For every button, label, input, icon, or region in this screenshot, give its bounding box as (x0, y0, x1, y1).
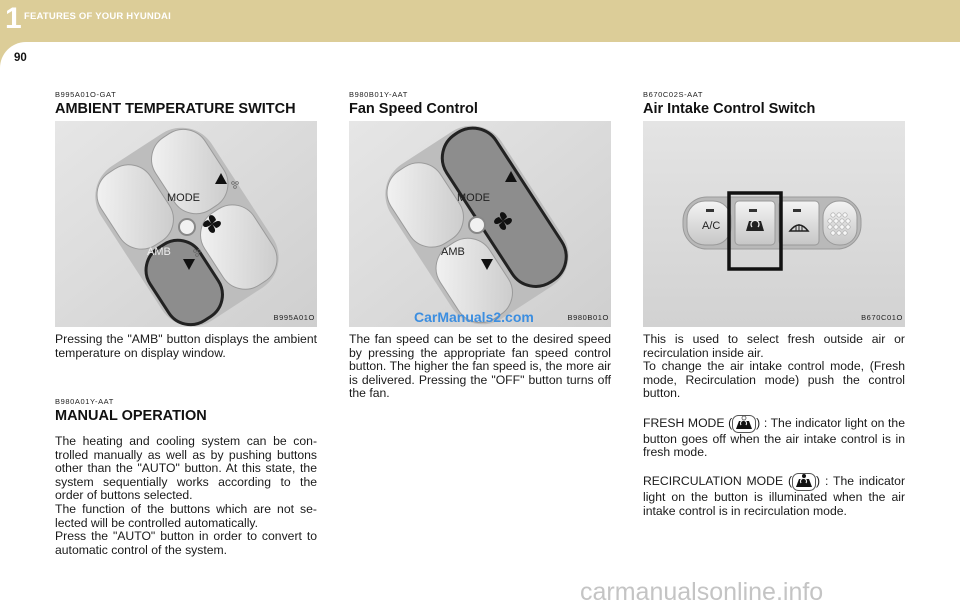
watermark-carmanualsonline: carmanualsonline.info (580, 578, 824, 606)
fresh-mode-paragraph (643, 415, 905, 460)
section-code: B980B01Y-AAT (349, 90, 408, 99)
section-title: Air Intake Control Switch (643, 101, 816, 117)
mode-label: MODE (457, 192, 490, 204)
watermark-carmanuals2: CarManuals2.com (414, 309, 534, 325)
page-number: 90 (14, 52, 27, 64)
photo-caption: B670C01O (861, 313, 903, 322)
chapter-number: 1 (5, 2, 22, 35)
photo-caption: B980B01O (567, 313, 609, 322)
section-code: B670C02S-AAT (643, 90, 704, 99)
paragraph: Press the "AUTO" button in order to convert to automatic control of the system. (55, 529, 317, 557)
fresh-mode-text: ) : The indicator light on the button goes off when the air intake control is in fresh mode. (643, 415, 905, 460)
climate-control-knob-illustration (349, 121, 611, 327)
recirculation-mode-paragraph (643, 473, 905, 518)
fresh-air-icon (732, 415, 756, 433)
ambient-switch-photo (55, 121, 317, 327)
page-number-badge (0, 42, 58, 84)
paragraph: The function of the buttons which are not se-lected will be controlled automatically. (55, 501, 317, 530)
mode-label: MODE (167, 192, 200, 204)
recirculation-icon (792, 473, 816, 491)
section-title: MANUAL OPERATION (55, 408, 207, 424)
photo-caption: B995A01O (273, 313, 315, 322)
fresh-mode-label: FRESH MODE ( (643, 415, 733, 430)
fan-speed-photo (349, 121, 611, 327)
paragraph: This is used to select fresh outside air or recirculation inside air. (643, 332, 905, 360)
section-title: Fan Speed Control (349, 101, 478, 117)
chapter-header-bar (0, 0, 960, 42)
climate-control-knob-illustration (55, 121, 317, 327)
recirculation-mode-text: ) : The indicator light on the button is illuminated when the air intake control is in recirculation mode. (643, 474, 906, 518)
manual-operation-text (55, 435, 317, 557)
paragraph: The heating and cooling system can be con-trolled manually as well as by pushing buttons other than the "AUTO" button. At this state, the system sequentially works according to the order of buttons selected. (55, 434, 317, 503)
ac-label: A/C (702, 220, 721, 232)
section-code: B995A01O-GAT (55, 90, 117, 99)
air-intake-photo (643, 121, 905, 327)
recirculation-mode-label: RECIRCULATION MODE ( (643, 474, 793, 489)
ambient-description (55, 333, 317, 360)
section-title: AMBIENT TEMPERATURE SWITCH (55, 101, 296, 117)
paragraph: To change the air intake control mode, (Fresh mode, Recirculation mode) push the control button. (643, 359, 905, 401)
ambient-text: Pressing the "AMB" button displays the ambient temperature on display window. (55, 332, 317, 360)
fan-speed-text: The fan speed can be set to the desired speed by pressing the appropriate fan speed control button. The higher the fan speed is, the more air is delivered. Pressing the "OFF" button turns off the fan. (349, 332, 611, 401)
air-intake-switch-illustration (643, 121, 905, 327)
amb-label: AMB (147, 246, 171, 258)
amb-label: AMB (441, 246, 465, 258)
chapter-title: FEATURES OF YOUR HYUNDAI (24, 11, 171, 22)
air-intake-text (643, 333, 905, 519)
section-code: B980A01Y-AAT (55, 397, 114, 406)
